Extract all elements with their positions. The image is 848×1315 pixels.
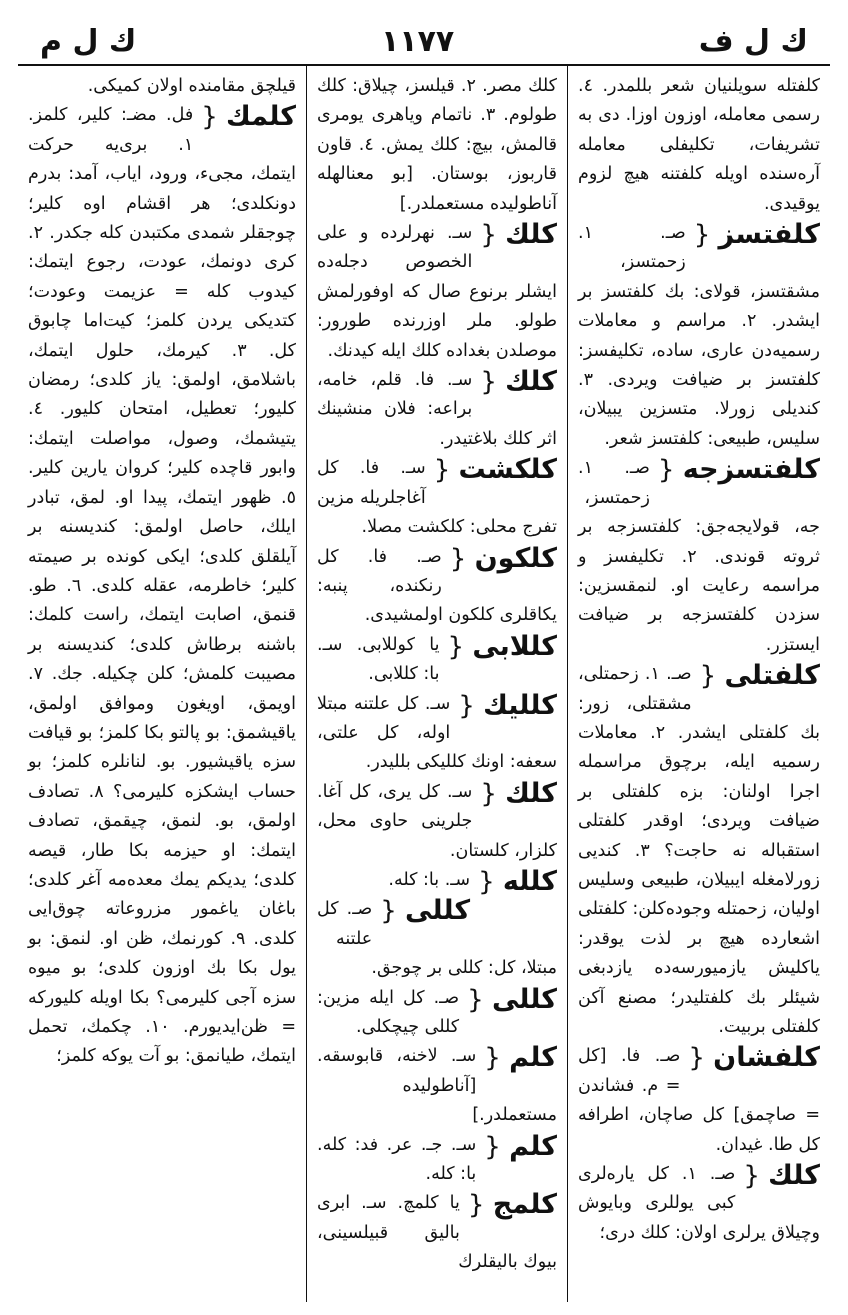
header-right-letters: ك ل ف [698,23,808,59]
entry-definition: صـ. ١. كل يارەلرى كبى يوللرى وبايوش وچيلاق يرلرى اولان: كلك درى؛ [578,1164,820,1243]
entry-headword: كلم { [484,1133,557,1161]
entry-headword: كلفتلى { [700,662,820,690]
entry-headword: كلفشان { [688,1044,820,1072]
dictionary-entry [317,866,557,895]
dictionary-entry [28,101,296,1071]
dictionary-entry [317,72,557,219]
entry-definition: يا كوللابى. سـ. با: كللابى. [317,634,440,685]
entry-definition: يا كلمچ. سـ. ابرى باليق قبيلسينى، بيوك باليقلرك [317,1193,557,1273]
entry-headword: كلمك { [201,103,296,131]
dictionary-entry [317,1042,557,1130]
entry-headword: كلم { [484,1044,557,1072]
column-middle [306,66,568,1302]
entry-definition: سـ. فا. قلم، خامه، براعه: فلان منشينك اثر كلك بلاغتيدر. [317,370,557,449]
entry-headword: كلفتسزجه { [658,456,820,484]
entry-headword: كللى { [380,897,470,925]
dictionary-entry [317,984,557,1043]
dictionary-entry [317,219,557,366]
entry-definition: سـ. لاخنه، قابوسقه. [آناطوليده مستعملدر.] [317,1046,557,1126]
dictionary-entry [578,72,820,219]
entry-definition: سـ. با: كله. [388,869,471,890]
dictionary-entry [578,454,820,660]
entry-definition: صـ. كل علتنه مبتلا، كل: كللى بر چوجق. [317,899,557,979]
entry-headword: كللابى { [448,633,558,661]
entry-headword: كللى { [467,986,557,1014]
dictionary-entry [317,895,557,983]
column-left [18,66,306,1302]
entry-definition: صـ. كل ايله مزين: كللى چيچكلى. [317,987,460,1037]
entry-definition: سـ. فا. كل آغاجلريله مزين تفرج محلى: كلكشت مصلا. [317,458,557,538]
entry-headword: كلكشت { [434,456,557,484]
dictionary-entry [317,454,557,542]
header-left-letters: ك ل م [40,23,137,59]
dictionary-entry [317,543,557,631]
entry-definition: سـ. كل يرى، كل آغا. جلرينى حاوى محل، كلزار، كلستان. [317,781,557,861]
entry-definition: كلك مصر. ٢. قيلسز، چيلاق: كلك طولوم. ٣. ناتمام وياهرى يومرى قالمش، بيچ: كلك يمش. ٤. قاون قاربوز، بوستان. [بو معنالهله آناطوليده مستعملدر.] [317,76,558,214]
entry-definition: كلفتله سويلنيان شعر بللمدر. ٤. رسمى معامله، اوزون اوزا. دى به تشريفات، تكليفلى معامله آره‌سنده اويله كلفتنه هيچ لزوم يوقيدى. [578,76,820,214]
entry-headword: كلليك { [458,692,557,720]
dictionary-entry [317,1131,557,1190]
entry-definition: صـ. ١. زحمتسز، جه، قولايجه‌جق: كلفتسزجه بر ثروته قوندى. ٢. تكليفسز و مراسمه رعايت او. لنمقسزين: سزدن كلفتسزجه بر ضيافت ايستزر. [578,458,820,655]
entry-definition: صـ. فا. كل رنكنده، پنبه: يكاقلرى كلكون اولمشيدى. [317,546,557,626]
entry-headword: كلك { [480,780,557,808]
dictionary-entry [578,1042,820,1160]
entry-definition: صـ. ١. زحمتلى، مشقتلى، زور: بك كلفتلى ايشدر. ٢. معاملات رسميه ايله، برچوق مراسمله اجرا اولنان: بزه كلفتلى بر ضيافت ويردى؛ اوقدر كلفتلى استقباله نه حاجت؟ ٣. كنديى زورلامغله ايبيلان، طبيعى وسليس اوليان، زحمتله وجوده‌كلن: كلفتلى اشعارده هيچ بر لذت يوقدر: ياكليش يازميورسه‌ده يازدبغى شيئلر بك كلفتليدر؛ مصنع آكن كلفتلى بربيت. [578,664,820,1037]
column-right [568,66,830,1302]
entry-definition: سـ. جـ. عر. فد: كله. با: كله. [317,1134,477,1185]
dictionary-entry [578,660,820,1042]
dictionary-entry [578,1160,820,1248]
page-header [18,18,830,66]
entry-headword: كلمج { [468,1191,557,1219]
entry-definition: صـ. فا. [كل = م. فشاندن = صاچمق] كل صاچان، اطرافه كل طا. غيدان. [578,1046,820,1155]
entry-definition: صـ. ١. زحمتسز، مشقتسز، قولاى: بك كلفتسز بر ايشدر. ٢. مراسم و معاملات رسميه‌دن عارى، ساده، تكليفسز: كلفتسز بر ضيافت ويردى. ٣. كنديلى زورلا. متسزين يبيلان، سليس، طبيعى: كلفتسز شعر. [578,223,821,449]
entry-headword: كلك { [743,1162,820,1190]
dictionary-entry [317,366,557,454]
entry-definition: سـ. كل علتنه مبتلا اوله، كل علتى، سعفه: اونك كلليكى بلليدر. [317,693,557,773]
entry-headword: كلك { [480,368,557,396]
entry-definition: فل. مضـ: كلير، كلمز. ١. برى‌يه حركت ايتمك، مجىء، ورود، اياب، آمد: بدرم دونكلدى؛ هر اقشام اوه كلير؛ چوجقلر شمدى مكتبدن كله جكدر. ٢. كرى دونمك، عودت، رجوع ايتمك: كيدوب كله = عزيمت وعودت؛ كتديكى يردن كلمز؛ كيت‌اما چابوق كل. ٣. كيرمك، حلول ايتمك، باشلامق، اولمق: ياز كلدى؛ رمضان كليور؛ تعطيل، امتحان كليور. ٤. يتيشمك، وصول، مواصلت ايتمك: وابور قاچده كلير؛ كروان يارين كلير. ٥. ظهور ايتمك، پيدا او. لمق، تبادر ايلك، حاصل اولمق: كنديسنه بر آيلقلق كلدى؛ ايكى كونده بر صيمته كلير؛ خاطرمه، عقله كلدى. ٦. طو. قنمق، اصابت ايتمك، راست كلمك: باشنه برطاش كلدى؛ كنديسنه بر مصيبت كلمش؛ كلن چكيله. جك. ٧. اويمق، اويغون وموافق اولمق، ياقيشمق: بو پالتو بكا كلمز؛ بو قيافت سزه ياقيشيور. بو. لنانلره كلمز؛ بو حساب ايشكزه كليرمى؟ ٨. تصادف اولمق، بو. لنمق، چيقمق، تصادف ايتمك: او حيزمه بكا طار، قيصه كلدى؛ يديكم يمك معدەمه آغر كلدى؛ باغان ياغمور مزروعاته چوق‌ايى كلدى. ٩. كورنمك، ظن او. لنمق: بو يول بكا بك اوزون كلدى؛ بو ميوه سزه آجى كليرمى؟ بكا اويله كليوركه = ظن‌ايديورم. ١٠. چكمك، تحمل ايتمك، طيانمق: بو آت يوكه كلمز؛ [28,105,296,1067]
entry-headword: كلك { [480,221,557,249]
entry-headword: كلكون { [450,545,557,573]
dictionary-entry [317,778,557,866]
page-number: ١١٧٧ [380,23,455,59]
entry-definition: سـ. نهرلرده و على الخصوص دجله‌ده ايشلر برنوع صال كه اوفورلمش طولو. ملر اوزرنده طورور: موصلدن بغداده كلك ايله كيدنك. [317,223,557,361]
dictionary-entry [317,631,557,690]
dictionary-entry [317,1189,557,1277]
entry-headword: كلله { [478,868,557,896]
entry-headword: كلفتسز { [694,221,820,249]
entry-definition: قيلچق مقامنده اولان كميكى. [87,76,296,96]
dictionary-entry [28,72,296,101]
columns [18,66,830,1302]
dictionary-entry [317,690,557,778]
dictionary-entry [578,219,820,454]
